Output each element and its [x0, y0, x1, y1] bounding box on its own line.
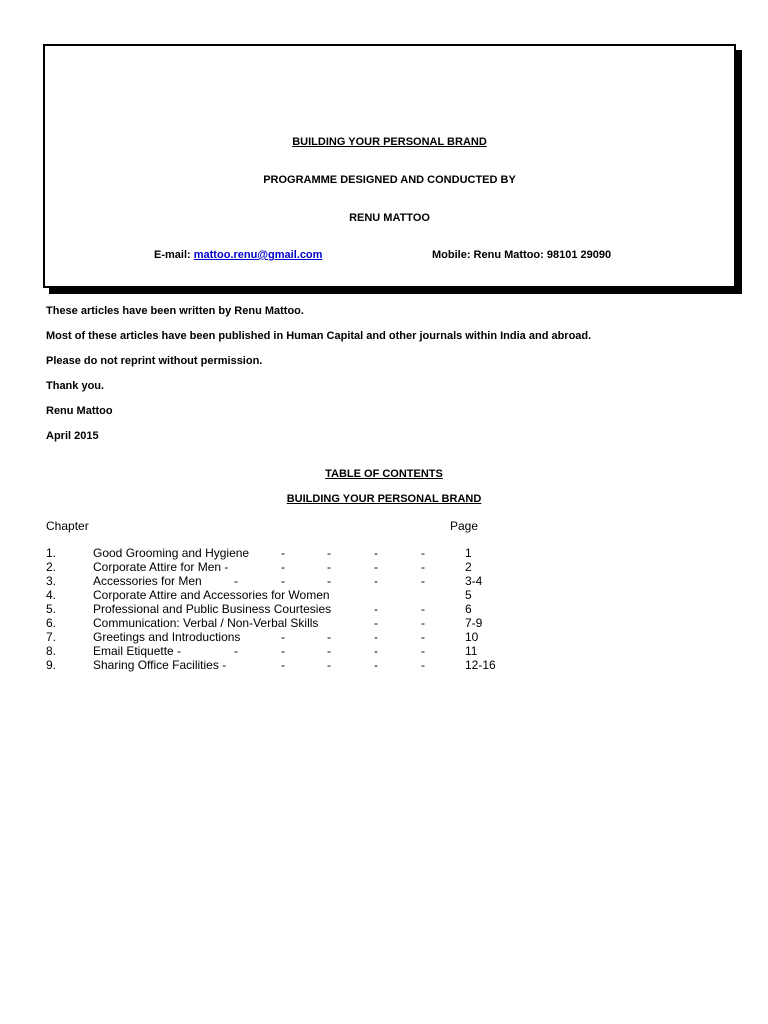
- toc-leader-dash: -: [421, 602, 425, 616]
- toc-leader-dash: -: [327, 658, 331, 672]
- toc-page-number: 5: [465, 588, 472, 602]
- toc-chapter-number: 7.: [46, 630, 57, 644]
- toc-leader-dash: -: [281, 546, 285, 560]
- intro-date: April 2015: [46, 430, 99, 442]
- toc-leader-dash: -: [374, 602, 378, 616]
- toc-chapter-title: Corporate Attire for Men -: [93, 560, 229, 574]
- toc-leader-dash: -: [421, 658, 425, 672]
- toc-leader-dash: -: [327, 560, 331, 574]
- toc-leader-dash: -: [327, 644, 331, 658]
- toc-row: [0, 546, 768, 560]
- toc-leader-dash: -: [281, 658, 285, 672]
- toc-chapter-number: 5.: [46, 602, 57, 616]
- toc-row: [0, 630, 768, 644]
- toc-row: [0, 574, 768, 588]
- intro-line-4: Thank you.: [46, 380, 105, 392]
- toc-col-page: Page: [450, 519, 479, 533]
- toc-chapter-number: 4.: [46, 588, 57, 602]
- programme-line: PROGRAMME DESIGNED AND CONDUCTED BY: [263, 174, 516, 186]
- toc-chapter-title: Accessories for Men: [93, 574, 202, 588]
- toc-page-number: 6: [465, 602, 472, 616]
- toc-chapter-title: Email Etiquette -: [93, 644, 182, 658]
- toc-page-number: 10: [465, 630, 479, 644]
- toc-col-chapter: Chapter: [46, 519, 89, 533]
- email-link[interactable]: mattoo.renu@gmail.com: [193, 249, 323, 261]
- toc-chapter-title: Sharing Office Facilities -: [93, 658, 227, 672]
- toc-chapter-number: 6.: [46, 616, 57, 630]
- toc-leader-dash: -: [421, 546, 425, 560]
- toc-leader-dash: -: [281, 560, 285, 574]
- toc-page-number: 12-16: [465, 658, 496, 672]
- toc-leader-dash: -: [327, 546, 331, 560]
- toc-chapter-title: Corporate Attire and Accessories for Women: [93, 588, 330, 602]
- toc-leader-dash: -: [327, 574, 331, 588]
- intro-line-3: Please do not reprint without permission.: [46, 355, 263, 367]
- toc-leader-dash: -: [234, 574, 238, 588]
- toc-subheading: BUILDING YOUR PERSONAL BRAND: [286, 493, 482, 505]
- document-title: BUILDING YOUR PERSONAL BRAND: [292, 136, 487, 148]
- toc-row: [0, 602, 768, 616]
- toc-leader-dash: -: [281, 630, 285, 644]
- author-name: RENU MATTOO: [349, 212, 430, 224]
- toc-leader-dash: -: [327, 630, 331, 644]
- toc-leader-dash: -: [281, 574, 285, 588]
- toc-chapter-title: Communication: Verbal / Non-Verbal Skills: [93, 616, 319, 630]
- toc-row: [0, 658, 768, 672]
- toc-leader-dash: -: [374, 560, 378, 574]
- toc-leader-dash: -: [234, 644, 238, 658]
- toc-page-number: 11: [465, 644, 478, 658]
- intro-signature: Renu Mattoo: [46, 405, 113, 417]
- toc-chapter-number: 3.: [46, 574, 57, 588]
- email-label: E-mail:: [154, 249, 191, 261]
- toc-chapter-title: Good Grooming and Hygiene: [93, 546, 250, 560]
- toc-list: [0, 546, 768, 672]
- toc-leader-dash: -: [421, 644, 425, 658]
- email-line: [154, 249, 322, 261]
- toc-chapter-number: 2.: [46, 560, 57, 574]
- toc-chapter-title: Professional and Public Business Courtesies: [93, 602, 332, 616]
- toc-page-number: 7-9: [465, 616, 483, 630]
- toc-row: [0, 616, 768, 630]
- toc-leader-dash: -: [374, 658, 378, 672]
- toc-leader-dash: -: [281, 644, 285, 658]
- toc-leader-dash: -: [421, 630, 425, 644]
- toc-leader-dash: -: [421, 574, 425, 588]
- toc-chapter-number: 9.: [46, 658, 57, 672]
- title-box: [43, 44, 736, 288]
- toc-leader-dash: -: [374, 616, 378, 630]
- toc-chapter-number: 8.: [46, 644, 57, 658]
- toc-row: [0, 588, 768, 602]
- mobile-line: Mobile: Renu Mattoo: 98101 29090: [432, 249, 612, 261]
- toc-leader-dash: -: [421, 560, 425, 574]
- toc-leader-dash: -: [374, 644, 378, 658]
- toc-page-number: 1: [465, 546, 472, 560]
- toc-heading: TABLE OF CONTENTS: [325, 468, 443, 480]
- toc-row: [0, 644, 768, 658]
- intro-line-2: Most of these articles have been published in Human Capital and other journals within India and abroad.: [46, 330, 592, 342]
- toc-leader-dash: -: [374, 546, 378, 560]
- toc-page-number: 2: [465, 560, 472, 574]
- toc-row: [0, 560, 768, 574]
- toc-page-number: 3-4: [465, 574, 483, 588]
- toc-leader-dash: -: [374, 574, 378, 588]
- toc-leader-dash: -: [421, 616, 425, 630]
- toc-chapter-title: Greetings and Introductions: [93, 630, 241, 644]
- intro-line-1: These articles have been written by Renu Mattoo.: [46, 305, 304, 317]
- toc-chapter-number: 1.: [46, 546, 57, 560]
- toc-leader-dash: -: [374, 630, 378, 644]
